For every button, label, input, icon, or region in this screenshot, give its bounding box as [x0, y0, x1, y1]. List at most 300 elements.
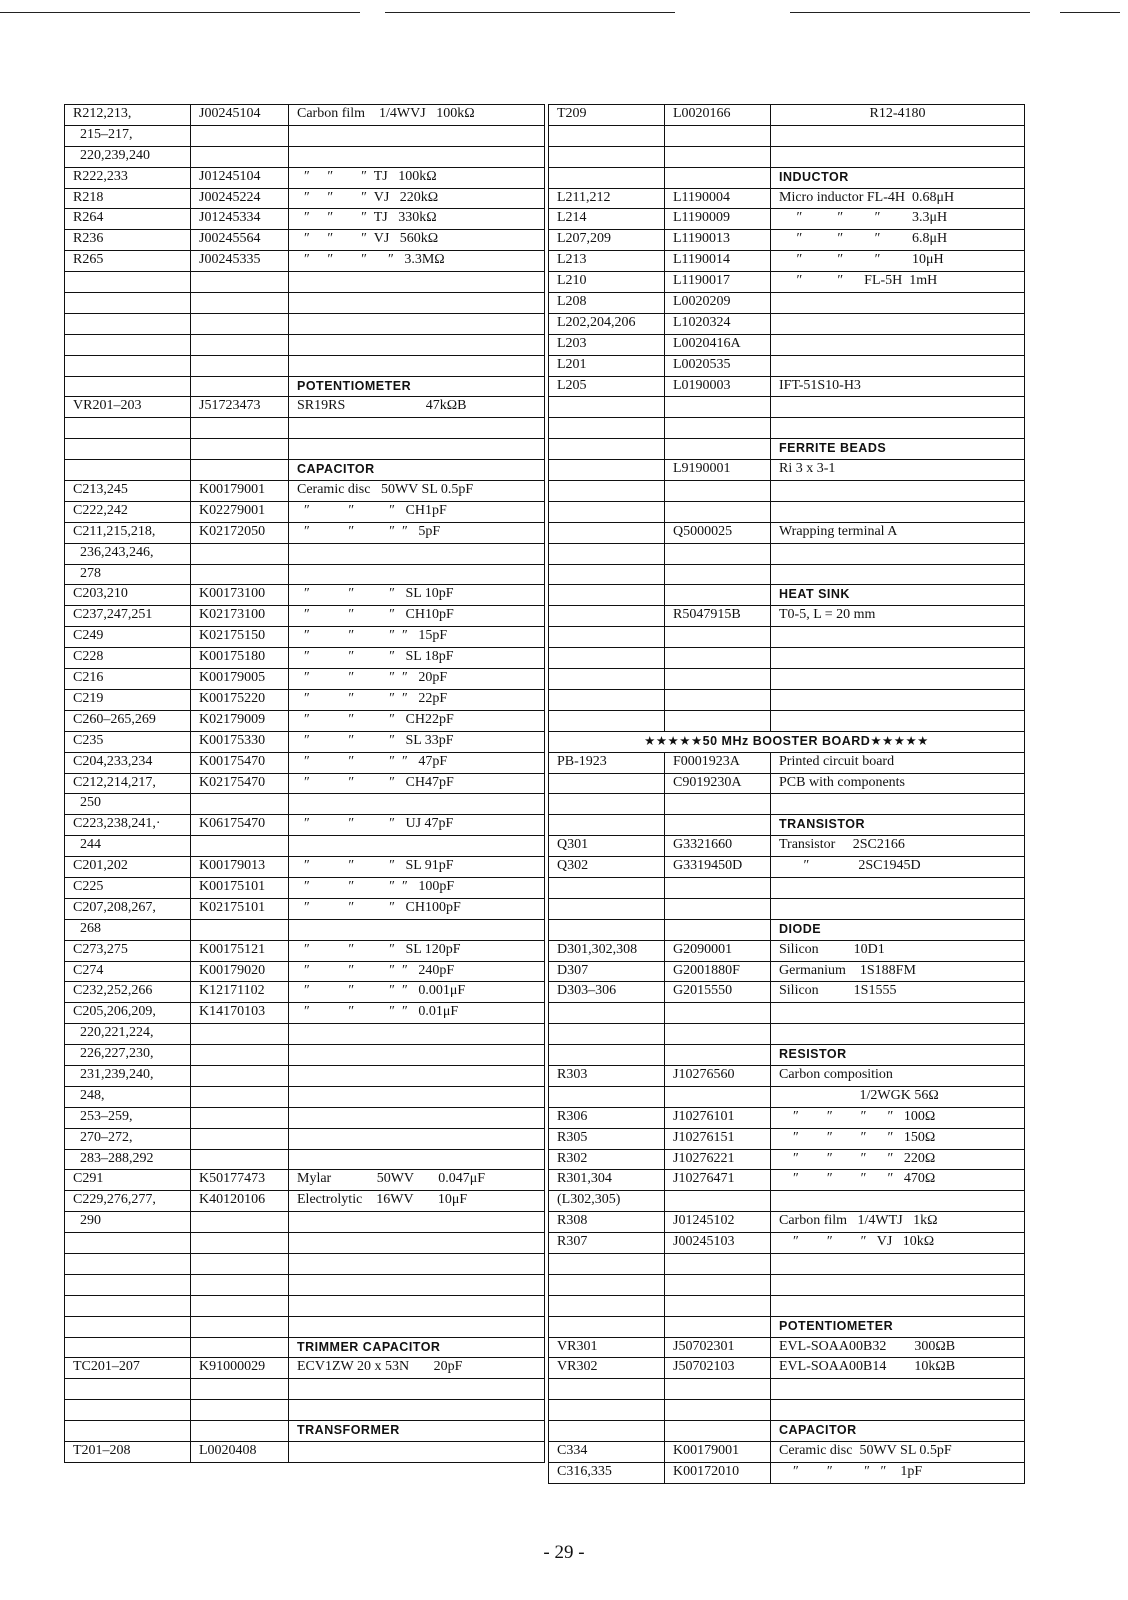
left-table-row — [65, 1233, 545, 1254]
ref-cell — [549, 397, 665, 418]
part-number-cell — [665, 877, 771, 898]
ref-cell: TC201–207 — [65, 1358, 191, 1379]
right-table-row — [549, 627, 1025, 648]
ref-cell: C219 — [65, 689, 191, 710]
left-table-row — [65, 1149, 545, 1170]
description-cell: ″ ″ ″ TJ 330kΩ — [289, 209, 545, 230]
part-number-cell: K40120106 — [191, 1191, 289, 1212]
ref-cell — [549, 1045, 665, 1066]
right-table-row — [549, 606, 1025, 627]
ref-cell: T201–208 — [65, 1442, 191, 1463]
ref-cell — [549, 648, 665, 669]
part-number-cell: L1190017 — [665, 272, 771, 293]
left-table-row — [65, 1274, 545, 1295]
part-number-cell — [665, 564, 771, 585]
part-number-cell — [665, 1024, 771, 1045]
right-table-row — [549, 1191, 1025, 1212]
part-number-cell: K02279001 — [191, 501, 289, 522]
right-table-row — [549, 731, 1025, 752]
description-cell — [771, 543, 1025, 564]
right-table-row — [549, 209, 1025, 230]
part-number-cell: K50177473 — [191, 1170, 289, 1191]
ref-cell: 248, — [65, 1086, 191, 1107]
ref-cell: (L302,305) — [549, 1191, 665, 1212]
ref-cell: C249 — [65, 627, 191, 648]
part-number-cell — [191, 1253, 289, 1274]
right-table-row — [549, 251, 1025, 272]
top-rule-edge — [1060, 12, 1120, 13]
right-table-row — [549, 1295, 1025, 1316]
ref-cell: L201 — [549, 355, 665, 376]
part-number-cell — [665, 1295, 771, 1316]
part-number-cell — [665, 501, 771, 522]
right-table-row — [549, 1107, 1025, 1128]
part-number-cell — [665, 418, 771, 439]
left-table-row — [65, 1003, 545, 1024]
ref-cell — [549, 919, 665, 940]
section-banner: ★★★★★50 MHz BOOSTER BOARD★★★★★ — [549, 731, 1025, 752]
description-cell — [771, 710, 1025, 731]
part-number-cell: R5047915B — [665, 606, 771, 627]
part-number-cell — [665, 125, 771, 146]
ref-cell — [65, 1400, 191, 1421]
left-table-row — [65, 982, 545, 1003]
ref-cell: C260–265,269 — [65, 710, 191, 731]
left-table-row — [65, 606, 545, 627]
description-cell: ″ ″ ″ CH47pF — [289, 773, 545, 794]
ref-cell: 244 — [65, 836, 191, 857]
ref-cell — [549, 146, 665, 167]
part-number-cell: Q5000025 — [665, 522, 771, 543]
ref-cell: C201,202 — [65, 857, 191, 878]
part-number-cell — [191, 1086, 289, 1107]
part-number-cell: K02175101 — [191, 898, 289, 919]
description-cell — [289, 1233, 545, 1254]
part-number-cell — [191, 1316, 289, 1337]
ref-cell: 215–217, — [65, 125, 191, 146]
part-number-cell — [665, 397, 771, 418]
ref-cell: L213 — [549, 251, 665, 272]
left-table-row — [65, 293, 545, 314]
part-number-cell: L1190013 — [665, 230, 771, 251]
description-cell: ″ ″ ″ ″ 100Ω — [771, 1107, 1025, 1128]
right-table-row — [549, 1337, 1025, 1358]
ref-cell — [549, 898, 665, 919]
section-heading: CAPACITOR — [771, 1421, 1025, 1442]
left-table-row — [65, 1045, 545, 1066]
part-number-cell — [191, 836, 289, 857]
ref-cell — [65, 439, 191, 460]
ref-cell: R303 — [549, 1065, 665, 1086]
part-number-cell — [191, 418, 289, 439]
part-number-cell — [191, 1274, 289, 1295]
description-cell: Ceramic disc 50WV SL 0.5pF — [289, 481, 545, 502]
left-table-row — [65, 857, 545, 878]
ref-cell: VR302 — [549, 1358, 665, 1379]
right-table-row — [549, 293, 1025, 314]
ref-cell — [549, 606, 665, 627]
ref-cell: C203,210 — [65, 585, 191, 606]
ref-cell: Q302 — [549, 857, 665, 878]
description-cell: ″ ″ ″ 10μH — [771, 251, 1025, 272]
description-cell — [771, 334, 1025, 355]
part-number-cell: J10276101 — [665, 1107, 771, 1128]
part-number-cell: G2090001 — [665, 940, 771, 961]
right-table-row — [549, 1379, 1025, 1400]
right-table-row — [549, 1149, 1025, 1170]
ref-cell — [549, 167, 665, 188]
part-number-cell: L9190001 — [665, 460, 771, 481]
ref-cell — [549, 564, 665, 585]
description-cell: ″ ″ ″ ″ 47pF — [289, 752, 545, 773]
left-table-row — [65, 376, 545, 397]
part-number-cell: G2001880F — [665, 961, 771, 982]
left-table-row — [65, 1065, 545, 1086]
description-cell: ″ ″ ″ SL 120pF — [289, 940, 545, 961]
left-table-row — [65, 1337, 545, 1358]
ref-cell: 220,239,240 — [65, 146, 191, 167]
description-cell: ″ ″ ″ ″ 1pF — [771, 1462, 1025, 1483]
ref-cell: D307 — [549, 961, 665, 982]
section-heading: DIODE — [771, 919, 1025, 940]
ref-cell — [549, 418, 665, 439]
ref-cell — [549, 481, 665, 502]
ref-cell: C223,238,241,· — [65, 815, 191, 836]
right-table-row — [549, 543, 1025, 564]
left-table-row — [65, 877, 545, 898]
part-number-cell: L0020416A — [665, 334, 771, 355]
part-number-cell — [665, 815, 771, 836]
ref-cell: C235 — [65, 731, 191, 752]
part-number-cell: J10276151 — [665, 1128, 771, 1149]
ref-cell: C225 — [65, 877, 191, 898]
part-number-cell: G2015550 — [665, 982, 771, 1003]
ref-cell — [549, 125, 665, 146]
description-cell — [289, 1295, 545, 1316]
part-number-cell: J01245334 — [191, 209, 289, 230]
part-number-cell — [665, 1400, 771, 1421]
description-cell: Carbon film 1/4WTJ 1kΩ — [771, 1212, 1025, 1233]
right-table-row — [549, 230, 1025, 251]
part-number-cell — [191, 1212, 289, 1233]
part-number-cell: K00179020 — [191, 961, 289, 982]
description-cell — [289, 1149, 545, 1170]
ref-cell — [549, 501, 665, 522]
part-number-cell — [191, 1128, 289, 1149]
part-number-cell: K02179009 — [191, 710, 289, 731]
part-number-cell — [191, 564, 289, 585]
left-table-row — [65, 1024, 545, 1045]
left-table-row — [65, 167, 545, 188]
description-cell — [771, 669, 1025, 690]
ref-cell: 231,239,240, — [65, 1065, 191, 1086]
description-cell — [771, 1274, 1025, 1295]
right-table-row — [549, 794, 1025, 815]
ref-cell: R302 — [549, 1149, 665, 1170]
right-table-row — [549, 898, 1025, 919]
ref-cell: C273,275 — [65, 940, 191, 961]
left-table-row — [65, 418, 545, 439]
part-number-cell: J01245104 — [191, 167, 289, 188]
description-cell — [771, 355, 1025, 376]
description-cell — [289, 418, 545, 439]
ref-cell — [549, 460, 665, 481]
part-number-cell — [665, 1253, 771, 1274]
description-cell: ″ ″ ″ 6.8μH — [771, 230, 1025, 251]
part-number-cell: K00175180 — [191, 648, 289, 669]
ref-cell: C229,276,277, — [65, 1191, 191, 1212]
ref-cell: 283–288,292 — [65, 1149, 191, 1170]
ref-cell — [65, 1274, 191, 1295]
description-cell: ″ ″ ″ CH10pF — [289, 606, 545, 627]
ref-cell: L202,204,206 — [549, 313, 665, 334]
left-table-row — [65, 125, 545, 146]
description-cell — [771, 877, 1025, 898]
right-table-row — [549, 940, 1025, 961]
part-number-cell — [191, 1024, 289, 1045]
right-table-row — [549, 334, 1025, 355]
right-table-row — [549, 1086, 1025, 1107]
description-cell: ″ ″ ″ ″ 150Ω — [771, 1128, 1025, 1149]
description-cell: ″ ″ ″ SL 91pF — [289, 857, 545, 878]
part-number-cell: J00245103 — [665, 1233, 771, 1254]
right-table-row — [549, 439, 1025, 460]
left-table-row — [65, 1316, 545, 1337]
ref-cell: C232,252,266 — [65, 982, 191, 1003]
left-table-row — [65, 1400, 545, 1421]
right-table-row — [549, 376, 1025, 397]
description-cell — [771, 501, 1025, 522]
part-number-cell: K00179005 — [191, 669, 289, 690]
part-number-cell: K02175150 — [191, 627, 289, 648]
description-cell — [289, 1253, 545, 1274]
description-cell — [771, 293, 1025, 314]
right-table-row — [549, 689, 1025, 710]
description-cell: EVL-SOAA00B14 10kΩB — [771, 1358, 1025, 1379]
description-cell: ″ ″ FL-5H 1mH — [771, 272, 1025, 293]
ref-cell — [549, 1379, 665, 1400]
ref-cell: D301,302,308 — [549, 940, 665, 961]
part-number-cell — [665, 1086, 771, 1107]
ref-cell: L207,209 — [549, 230, 665, 251]
ref-cell: R265 — [65, 251, 191, 272]
ref-cell: C205,206,209, — [65, 1003, 191, 1024]
ref-cell — [549, 1421, 665, 1442]
left-table-row — [65, 313, 545, 334]
ref-cell: VR301 — [549, 1337, 665, 1358]
ref-cell — [549, 773, 665, 794]
part-number-cell — [191, 376, 289, 397]
description-cell: ″ ″ ″ 3.3μH — [771, 209, 1025, 230]
description-cell — [289, 1024, 545, 1045]
description-cell: ″ ″ ″ CH1pF — [289, 501, 545, 522]
part-number-cell: K00179001 — [665, 1442, 771, 1463]
ref-cell — [65, 460, 191, 481]
left-table-row — [65, 1421, 545, 1442]
section-heading: TRIMMER CAPACITOR — [289, 1337, 545, 1358]
section-heading: POTENTIOMETER — [771, 1316, 1025, 1337]
right-table-row — [549, 1170, 1025, 1191]
left-table-row — [65, 961, 545, 982]
part-number-cell — [191, 794, 289, 815]
ref-cell — [65, 376, 191, 397]
right-table-row — [549, 1442, 1025, 1463]
ref-cell — [549, 1003, 665, 1024]
description-cell: Electrolytic 16WV 10μF — [289, 1191, 545, 1212]
right-table-row — [549, 815, 1025, 836]
ref-cell — [549, 1295, 665, 1316]
right-table-row — [549, 522, 1025, 543]
description-cell: SR19RS 47kΩB — [289, 397, 545, 418]
section-heading: HEAT SINK — [771, 585, 1025, 606]
part-number-cell: K00175330 — [191, 731, 289, 752]
description-cell: ″ 2SC1945D — [771, 857, 1025, 878]
right-table-row — [549, 1462, 1025, 1483]
part-number-cell: L0020535 — [665, 355, 771, 376]
part-number-cell — [665, 439, 771, 460]
description-cell: IFT-51S10-H3 — [771, 376, 1025, 397]
part-number-cell: K00175470 — [191, 752, 289, 773]
right-table-row — [549, 313, 1025, 334]
description-cell — [289, 1212, 545, 1233]
right-table-row — [549, 1128, 1025, 1149]
part-number-cell: J00245224 — [191, 188, 289, 209]
description-cell — [289, 836, 545, 857]
part-number-cell — [191, 1149, 289, 1170]
part-number-cell — [665, 794, 771, 815]
description-cell: Transistor 2SC2166 — [771, 836, 1025, 857]
ref-cell: C334 — [549, 1442, 665, 1463]
top-rule-middle — [385, 12, 675, 13]
part-number-cell — [191, 1421, 289, 1442]
right-table-row — [549, 961, 1025, 982]
right-table-row — [549, 355, 1025, 376]
description-cell: ″ ″ ″ ″ 220Ω — [771, 1149, 1025, 1170]
ref-cell — [65, 1337, 191, 1358]
ref-cell — [549, 627, 665, 648]
description-cell — [771, 418, 1025, 439]
left-table-row — [65, 710, 545, 731]
part-number-cell — [665, 1274, 771, 1295]
right-table-row — [549, 1274, 1025, 1295]
left-table-row — [65, 334, 545, 355]
section-heading: FERRITE BEADS — [771, 439, 1025, 460]
left-table-row — [65, 919, 545, 940]
right-table-row — [549, 125, 1025, 146]
part-number-cell — [665, 481, 771, 502]
left-table-row — [65, 585, 545, 606]
ref-cell: 250 — [65, 794, 191, 815]
description-cell: ″ ″ ″ ″ 3.3MΩ — [289, 251, 545, 272]
left-table-row — [65, 272, 545, 293]
ref-cell: R218 — [65, 188, 191, 209]
ref-cell: 226,227,230, — [65, 1045, 191, 1066]
description-cell — [289, 564, 545, 585]
right-table-row — [549, 1400, 1025, 1421]
part-number-cell — [191, 1233, 289, 1254]
description-cell: ″ ″ ″ ″ 240pF — [289, 961, 545, 982]
left-table-row — [65, 940, 545, 961]
ref-cell — [65, 1379, 191, 1400]
ref-cell — [65, 334, 191, 355]
description-cell — [771, 564, 1025, 585]
ref-cell: C216 — [65, 669, 191, 690]
ref-cell — [549, 877, 665, 898]
right-table-row — [549, 982, 1025, 1003]
ref-cell: C237,247,251 — [65, 606, 191, 627]
ref-cell — [549, 794, 665, 815]
part-number-cell — [191, 1379, 289, 1400]
ref-cell: L208 — [549, 293, 665, 314]
left-table-row — [65, 731, 545, 752]
description-cell — [771, 1024, 1025, 1045]
ref-cell: C316,335 — [549, 1462, 665, 1483]
description-cell: ″ ″ ″ TJ 100kΩ — [289, 167, 545, 188]
right-table-row — [549, 752, 1025, 773]
description-cell: Ceramic disc 50WV SL 0.5pF — [771, 1442, 1025, 1463]
description-cell — [289, 1379, 545, 1400]
description-cell — [289, 794, 545, 815]
ref-cell — [549, 1253, 665, 1274]
description-cell — [289, 1065, 545, 1086]
right-table-row — [549, 1045, 1025, 1066]
part-number-cell: L1190014 — [665, 251, 771, 272]
description-cell: ″ ″ ″ SL 10pF — [289, 585, 545, 606]
part-number-cell — [191, 1295, 289, 1316]
ref-cell: C274 — [65, 961, 191, 982]
ref-cell — [65, 1295, 191, 1316]
ref-cell — [65, 1233, 191, 1254]
part-number-cell — [191, 543, 289, 564]
description-cell — [289, 1400, 545, 1421]
part-number-cell: J50702103 — [665, 1358, 771, 1379]
part-number-cell — [191, 1400, 289, 1421]
part-number-cell: K00175220 — [191, 689, 289, 710]
ref-cell — [65, 1253, 191, 1274]
description-cell — [771, 1400, 1025, 1421]
left-table-row — [65, 648, 545, 669]
right-table-row — [549, 460, 1025, 481]
right-table-row — [549, 648, 1025, 669]
description-cell: Germanium 1S188FM — [771, 961, 1025, 982]
description-cell: ″ ″ ″ SL 18pF — [289, 648, 545, 669]
page-number: - 29 - — [543, 1542, 585, 1563]
left-parts-table — [64, 104, 545, 1463]
right-table-row — [549, 564, 1025, 585]
right-table-row — [549, 710, 1025, 731]
left-table-row — [65, 355, 545, 376]
description-cell — [289, 439, 545, 460]
description-cell — [289, 1128, 545, 1149]
part-number-cell — [191, 1337, 289, 1358]
ref-cell: 236,243,246, — [65, 543, 191, 564]
description-cell — [289, 272, 545, 293]
left-table-row — [65, 209, 545, 230]
left-table-row — [65, 1170, 545, 1191]
left-table-row — [65, 439, 545, 460]
part-number-cell — [665, 1316, 771, 1337]
right-table-row — [549, 1358, 1025, 1379]
description-cell — [771, 1379, 1025, 1400]
right-parts-table — [548, 104, 1025, 1484]
description-cell: Silicon 10D1 — [771, 940, 1025, 961]
ref-cell: D303–306 — [549, 982, 665, 1003]
left-table-row — [65, 1107, 545, 1128]
left-table-row — [65, 146, 545, 167]
right-table-row — [549, 857, 1025, 878]
ref-cell: 278 — [65, 564, 191, 585]
right-table-row — [549, 919, 1025, 940]
